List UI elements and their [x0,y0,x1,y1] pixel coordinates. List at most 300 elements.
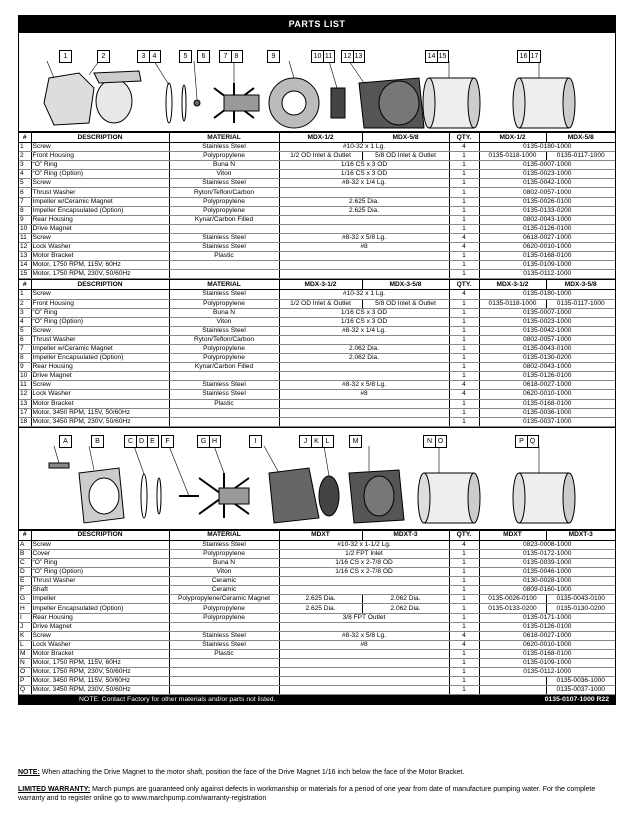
note-label: NOTE: [18,769,40,776]
table-cell: Ceramic [169,586,279,595]
table-cell: 1 [449,215,479,224]
table-cell: 0135-0043-0100 [479,344,615,353]
callout-label: 6 [201,53,206,60]
table-row [19,188,615,197]
table-cell: 1 [449,317,479,326]
column-header: MATERIAL [169,280,279,290]
callout-label: O [437,437,444,445]
table-cell: 3/8 FPT Outlet [279,613,449,622]
table-row [19,540,615,549]
table-cell: 7 [19,197,31,206]
table-cell: Drive Magnet [31,372,169,381]
callout-label: G [199,436,210,447]
table-cell: 11 [19,233,31,242]
table-cell [279,252,449,261]
table-cell [279,270,449,279]
table-cell: 1 [449,354,479,363]
table-cell: 0135-0171-1000 [479,613,615,622]
table-cell: 0135-0007-1000 [479,161,615,170]
table-cell: Drive Magnet [31,224,169,233]
table-cell: 1 [449,152,479,161]
parts-table-mdxt [19,530,615,696]
table-cell: 1 [19,143,31,152]
table-cell: 1 [449,308,479,317]
table-cell [279,677,449,686]
column-header: DESCRIPTION [31,530,169,540]
table-cell: 0135-0126-0100 [479,224,615,233]
table-cell: Lock Washer [31,243,169,252]
table-cell: 1 [449,595,479,604]
callout-box [299,435,334,448]
table-cell [169,686,279,695]
table-cell: Ryton/Teflon/Carbon [169,188,279,197]
table-cell [279,622,449,631]
table-cell: 13 [19,399,31,408]
table-cell: 8 [19,354,31,363]
table-row [19,668,615,677]
table-cell: 5/8 OD Inlet & Outlet [362,152,449,161]
table-cell: 0135-0130-0200 [479,354,615,363]
exploded-view-bottom [19,427,615,530]
callout-label: 13 [354,53,363,60]
table-cell: 4 [449,381,479,390]
callout-box [59,435,72,448]
table-cell: 1/2 OD Inlet & Outlet [279,152,362,161]
table-cell: 0135-0126-0100 [479,372,615,381]
table-row [19,299,615,308]
table-cell: 1 [449,549,479,558]
table-cell: Motor, 3450 RPM, 230V, 50/60Hz [31,417,169,426]
table-cell: Stainless Steel [169,243,279,252]
table-cell: 1 [449,613,479,622]
table-cell: #8-32 x 1/4 Lg. [279,179,449,188]
table-cell [169,261,279,270]
table-row [19,243,615,252]
footer-note: NOTE: Contact Factory for other materials and/or parts not listed. [79,696,276,704]
table-row [19,261,615,270]
table-row [19,143,615,152]
table-cell: 12 [19,243,31,252]
callout-label: I [254,437,257,445]
table-cell: Screw [31,631,169,640]
table-row [19,686,615,695]
column-header: # [19,133,31,143]
table-row [19,568,615,577]
table-row [19,659,615,668]
table-cell: Kynar/Carbon Filled [169,215,279,224]
column-header: QTY. [449,133,479,143]
table-cell: Motor, 3450 RPM, 115V, 50/60Hz [31,677,169,686]
table-cell: “O” Ring [31,308,169,317]
table-row [19,252,615,261]
table-cell [279,659,449,668]
table-cell: Impeller w/Ceramic Magnet [31,197,169,206]
table-cell: #10-32 x 1 Lg. [279,143,449,152]
table-cell [279,224,449,233]
table-cell: 0135-0118-1000 [479,152,546,161]
table-cell: 2.062 Dia. [279,354,449,363]
table-row [19,372,615,381]
table-cell: #8-32 x 1/4 Lg. [279,326,449,335]
table-cell: 0135-0118-1000 [479,299,546,308]
table-row [19,308,615,317]
table-cell: 11 [19,381,31,390]
table-cell: 0135-0039-1000 [479,559,615,568]
table-row [19,640,615,649]
callout-label: 4 [152,53,157,60]
parts-list-sheet [18,15,616,705]
table-row [19,197,615,206]
table-cell: 1/16 CS x 3 OD [279,308,449,317]
table-cell: 1 [449,326,479,335]
callout-label: 3 [139,51,150,62]
callout-label: 1 [63,53,68,60]
table-cell: 0135-0007-1000 [479,308,615,317]
table-cell [279,363,449,372]
table-row [19,335,615,344]
table-row [19,559,615,568]
table-cell: 2.625 Dia. [279,595,362,604]
table-cell: Drive Magnet [31,622,169,631]
callout-box [161,435,174,448]
table-cell: 1 [449,417,479,426]
table-header-row [19,280,615,290]
table-cell: Motor Bracket [31,649,169,658]
table-cell: Thrust Washer [31,188,169,197]
table-cell: Screw [31,326,169,335]
callout-box [423,435,447,448]
callout-box [341,50,365,63]
table-cell: 1 [449,161,479,170]
page-title: PARTS LIST [19,16,615,33]
table-row [19,344,615,353]
table-cell: Rear Housing [31,363,169,372]
callout-box [91,435,104,448]
table-cell: Front Housing [31,299,169,308]
table-row [19,270,615,279]
table-cell: 0802-0057-1000 [479,188,615,197]
table-cell: 4 [19,317,31,326]
table-cell: 1/2 FPT Inlet [279,549,449,558]
column-header: MDX-3-5/8 [546,280,615,290]
table-cell: 4 [449,143,479,152]
callout-label: 9 [271,53,276,60]
table-cell [279,372,449,381]
table-cell [169,659,279,668]
table-cell: Screw [31,179,169,188]
callout-labels-top [19,33,615,131]
table-cell: Impeller Encapsulated (Option) [31,604,169,613]
callout-label: N [425,436,436,447]
callout-label: 7 [221,51,232,62]
column-header: DESCRIPTION [31,133,169,143]
table-cell: 0620-0010-1000 [479,390,615,399]
table-cell: Polypropylene [169,152,279,161]
callout-label: E [150,437,155,445]
callout-label: 5 [183,53,188,60]
table-cell: “O” Ring (Option) [31,170,169,179]
warranty-text: March pumps are guaranteed only against defects in workmanship or materials for a period of one year from date of manufacture pumping water. For the complete warranty and to register online go to www.marchpump.com/warranty-registration [18,786,596,802]
table-cell [279,649,449,658]
footer-bar [19,695,615,704]
table-cell: Viton [169,170,279,179]
table-cell: L [19,640,31,649]
table-cell [169,677,279,686]
table-cell: 1 [449,224,479,233]
exploded-view-top [19,33,615,132]
table-cell [279,417,449,426]
table-cell: 12 [19,390,31,399]
table-row [19,326,615,335]
callout-label: 16 [519,51,530,62]
callout-label: M [352,437,359,445]
table-row [19,631,615,640]
table-cell: Screw [31,233,169,242]
table-cell [279,188,449,197]
callout-label: Q [529,437,536,445]
table-cell: 0135-0172-1000 [479,549,615,558]
table-cell: 0135-0117-1000 [546,152,615,161]
callout-label: 14 [427,51,438,62]
table-row [19,613,615,622]
note-text: When attaching the Drive Magnet to the motor shaft, position the face of the Drive Magnet 1/16 inch below the face of the Motor Bracket. [39,769,465,776]
callout-box [517,50,541,63]
table-cell [279,215,449,224]
table-cell: 0135-0023-1000 [479,170,615,179]
table-cell: Polypropylene [169,613,279,622]
table-cell: 1 [449,170,479,179]
table-cell: 3 [19,308,31,317]
warranty-label: LIMITED WARRANTY: [18,786,91,793]
callout-box [97,50,110,63]
table-cell: 0135-0026-0100 [479,197,615,206]
callout-label: 12 [343,51,354,62]
table-row [19,354,615,363]
table-cell: 0130-0028-1000 [479,577,615,586]
table-cell: 0135-0036-1000 [479,408,615,417]
table-cell: 9 [19,215,31,224]
table-cell: 0620-0010-1000 [479,640,615,649]
column-header: MDXT [479,530,546,540]
table-cell [169,622,279,631]
table-cell: 2 [19,299,31,308]
parts-table-mdx [19,132,615,279]
table-cell: Polypropylene [169,354,279,363]
table-cell: Buna N [169,308,279,317]
table-cell: 2.062 Dia. [362,604,449,613]
table-cell: Stainless Steel [169,540,279,549]
callout-box [219,50,243,63]
table-cell: #8-32 x 5/8 Lg. [279,631,449,640]
table-cell: 4 [449,243,479,252]
column-header: MATERIAL [169,133,279,143]
table-cell: 0135-0037-1000 [546,686,615,695]
table-cell: Buna N [169,559,279,568]
callout-label: H [211,437,218,445]
table-row [19,161,615,170]
table-cell: #8-32 x 5/8 Lg. [279,233,449,242]
table-row [19,586,615,595]
callout-label: A [63,437,68,445]
callout-label: B [95,437,100,445]
table-cell: #8-32 x 5/8 Lg. [279,381,449,390]
table-cell: 1 [449,179,479,188]
table-cell: Impeller [31,595,169,604]
callout-box [197,50,210,63]
table-cell [279,586,449,595]
table-cell: 1 [19,290,31,299]
table-cell: 0135-0168-0100 [479,399,615,408]
table-row [19,206,615,215]
callout-label: K [312,436,323,447]
callout-box [249,435,262,448]
table-cell: Kynar/Carbon Filled [169,363,279,372]
table-cell: Rear Housing [31,613,169,622]
document-code: 0135-0107-1000 R22 [544,696,609,704]
table-cell: Polypropylene [169,549,279,558]
callout-box [267,50,280,63]
callout-box [197,435,221,448]
table-cell: 0135-0109-1000 [479,261,615,270]
table-cell: 7 [19,344,31,353]
table-cell: 0135-0133-0200 [479,206,615,215]
table-cell: 1 [449,399,479,408]
callout-label: P [517,436,528,447]
table-cell: Stainless Steel [169,640,279,649]
table-cell [479,686,546,695]
table-cell: 1 [449,568,479,577]
table-cell: 0135-0126-0100 [479,622,615,631]
table-header-row [19,133,615,143]
table-cell [169,668,279,677]
table-cell: Screw [31,540,169,549]
table-cell: 18 [19,417,31,426]
table-cell: 4 [449,540,479,549]
column-header: MDXT-3 [362,530,449,540]
table-cell: 0135-0168-0100 [479,252,615,261]
callout-box [59,50,72,63]
callout-box [311,50,335,63]
column-header: QTY. [449,280,479,290]
table-cell: 0135-0023-1000 [479,317,615,326]
table-cell [169,270,279,279]
table-cell: 0618-0027-1000 [479,381,615,390]
table-cell [169,372,279,381]
table-row [19,224,615,233]
table-cell: 1 [449,686,479,695]
table-cell: Ceramic [169,577,279,586]
table-cell: E [19,577,31,586]
table-cell: “O” Ring [31,559,169,568]
table-cell: 1 [449,604,479,613]
table-cell: Motor Bracket [31,252,169,261]
table-cell: 5 [19,179,31,188]
table-row [19,290,615,299]
table-cell: 0135-0043-0100 [546,595,615,604]
table-cell: Motor, 1750 RPM, 230V, 50/60Hz [31,668,169,677]
callout-label: 10 [313,51,324,62]
table-cell: Motor, 3450 RPM, 230V, 50/60Hz [31,686,169,695]
table-cell: Stainless Steel [169,390,279,399]
table-cell: 1 [449,270,479,279]
table-cell: Polypropylene [169,197,279,206]
table-cell: J [19,622,31,631]
table-cell [279,668,449,677]
table-cell: Screw [31,143,169,152]
table-cell: 0620-0010-1000 [479,243,615,252]
table-cell: 0135-0109-1000 [479,659,615,668]
callout-label: 8 [234,53,239,60]
table-row [19,604,615,613]
table-cell: 4 [449,390,479,399]
table-cell [169,224,279,233]
callout-box [349,435,362,448]
table-cell: Motor, 1750 RPM, 115V, 60Hz [31,261,169,270]
table-row [19,233,615,242]
table-cell: B [19,549,31,558]
table-cell: 1 [449,668,479,677]
callout-box [124,435,159,448]
table-cell: 1 [449,408,479,417]
table-cell: 13 [19,252,31,261]
table-cell: 1 [449,299,479,308]
table-cell: Stainless Steel [169,381,279,390]
table-cell: Screw [31,381,169,390]
table-cell: Motor, 1750 RPM, 115V, 60Hz [31,659,169,668]
table-cell: 17 [19,408,31,417]
drive-magnet-note [18,768,618,777]
table-row [19,577,615,586]
table-cell: 0802-0043-1000 [479,215,615,224]
table-cell [169,417,279,426]
table-cell: Impeller Encapsulated (Option) [31,206,169,215]
table-cell: 0135-0042-1000 [479,326,615,335]
callout-label: 15 [438,53,447,60]
table-cell: “O” Ring [31,161,169,170]
table-cell: Stainless Steel [169,179,279,188]
table-cell [279,399,449,408]
table-cell: O [19,668,31,677]
table-cell: Stainless Steel [169,631,279,640]
table-cell: 0135-0180-1000 [479,143,615,152]
column-header: QTY. [449,530,479,540]
column-header: # [19,280,31,290]
column-header: # [19,530,31,540]
table-cell: 0135-0180-1000 [479,290,615,299]
table-cell: 4 [19,170,31,179]
table-cell: 0135-0046-1000 [479,568,615,577]
table-cell: “O” Ring (Option) [31,568,169,577]
table-cell: 1 [449,206,479,215]
callout-box [137,50,161,63]
table-cell: 15 [19,270,31,279]
table-cell: N [19,659,31,668]
table-cell: 5 [19,326,31,335]
table-cell: #8 [279,390,449,399]
table-cell: M [19,649,31,658]
table-row [19,381,615,390]
table-cell: Thrust Washer [31,577,169,586]
table-cell: 1 [449,188,479,197]
table-cell: 1 [449,659,479,668]
callout-box [179,50,192,63]
table-cell: 1 [449,649,479,658]
table-cell: 4 [449,290,479,299]
table-cell: 1 [449,677,479,686]
table-cell: Lock Washer [31,390,169,399]
callout-box [425,50,449,63]
table-cell [279,686,449,695]
